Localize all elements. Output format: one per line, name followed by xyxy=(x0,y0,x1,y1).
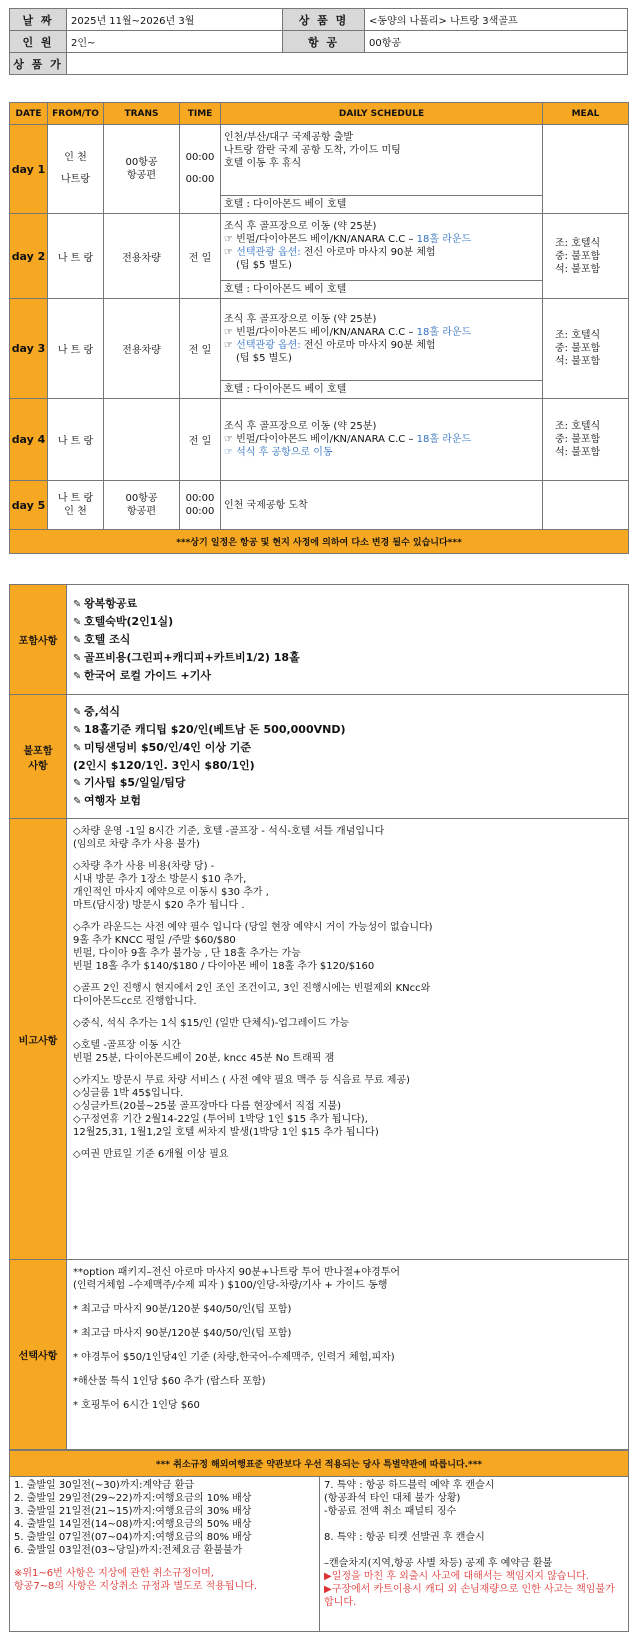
item-text: 기사팁 $5/일일/팀당 xyxy=(84,776,186,789)
option-text: 전신 아로마 마사지 90분 체험 xyxy=(303,247,436,258)
schedule-line: 조식 후 골프장으로 이동 (약 25분) xyxy=(224,421,377,432)
col-date: DATE xyxy=(10,103,48,125)
cancellation-title: *** 취소규정 해외여행표준 약관보다 우선 적용되는 당사 특별약관에 따릅니다.*** xyxy=(10,1451,629,1477)
list-item xyxy=(73,739,622,757)
price-label: 상 품 가 xyxy=(10,53,67,75)
meal-cell xyxy=(543,299,629,399)
golf-round: 18홀 라운드 xyxy=(416,327,472,338)
remarks-label: 비고사항 xyxy=(10,819,67,1260)
policy-note: ▶구장에서 카트이용시 캐디 외 손님재량으로 인한 사고는 책임불가 합니다. xyxy=(324,1584,615,1608)
option-line: *해산물 특식 1인당 $60 추가 (랍스타 포함) xyxy=(73,1376,266,1387)
remark-line: ◇싱글카트(20불~25불 골프장마다 다름 현장에서 직접 지불) xyxy=(73,1101,342,1112)
list-item xyxy=(73,703,622,721)
time-line: 00:00 xyxy=(185,493,215,504)
policy-line: 5. 출발일 07일전(07~04)까지:여행요금의 80% 배상 xyxy=(14,1532,252,1543)
option-prefix: ☞ xyxy=(224,340,237,351)
included-list xyxy=(67,585,629,695)
trans: 전용차량 xyxy=(104,214,180,299)
option-line: **option 패키지–전신 아로마 마사지 90분+나트랑 투어 반나절+야경투어 xyxy=(73,1267,401,1278)
list-item xyxy=(73,649,622,667)
schedule-text xyxy=(221,214,543,281)
schedule-text xyxy=(221,399,543,481)
policy-line: 7. 특약 : 항공 하드블럭 예약 후 캔슬시 xyxy=(324,1480,495,1491)
remark-line: 빈펄, 다이아 9홀 추가 불가능 , 단 18홀 추가는 가능 xyxy=(73,948,301,959)
policy-line: 1. 출발일 30일전(~30)까지:계약금 환급 xyxy=(14,1480,194,1491)
schedule-text: 인천 국제공항 도착 xyxy=(221,481,543,530)
option-label: 선택관광 옵션: xyxy=(236,340,304,351)
policy-line: 8. 특약 : 항공 티켓 선발권 후 캔슬시 xyxy=(324,1532,485,1543)
policy-line: 3. 출발일 21일전(21~15)까지:여행요금의 30% 배상 xyxy=(14,1506,252,1517)
date-value: 2025년 11월~2026년 3월 xyxy=(67,9,283,31)
option-line: * 호핑투어 6시간 1인당 $60 xyxy=(73,1400,200,1411)
to: 나트랑 xyxy=(61,174,90,185)
option-line xyxy=(224,246,539,259)
golf-prefix: ☞ 빈펄/다이아몬드 베이/KN/ANARA C.C – xyxy=(224,327,417,338)
remark-line: ◇카지노 방문시 무료 차량 서비스 ( 사전 예약 필요 맥주 등 식음료 무료 제공) xyxy=(73,1075,410,1086)
option-line xyxy=(224,339,539,352)
meal-lunch: 중: 불포함 xyxy=(555,250,601,262)
meal-dinner: 석: 불포함 xyxy=(555,356,601,367)
option-line: * 최고급 마사지 90분/120분 $40/50/인(팁 포함) xyxy=(73,1304,292,1315)
schedule-line: 나트랑 깜란 국제 공항 도착, 가이드 미팅 xyxy=(224,145,401,156)
remark-line: 다이아몬드cc로 진행합니다. xyxy=(73,996,197,1007)
cancellation-right xyxy=(320,1477,629,1632)
pin-icon: ✎ xyxy=(73,598,82,610)
col-from-to: FROM/TO xyxy=(48,103,104,125)
option-line: * 야경투어 $50/1인당4인 기준 (차량,한국어-수제맥주, 인력거 체험,피자) xyxy=(73,1352,395,1363)
meal-breakfast: 조: 호텔식 xyxy=(555,330,601,341)
time xyxy=(180,125,221,214)
meal-cell xyxy=(543,399,629,481)
people-value: 2인~ xyxy=(67,31,283,53)
option-label: 선택관광 옵션: xyxy=(236,247,304,258)
schedule-text xyxy=(221,299,543,381)
trans xyxy=(104,481,180,530)
from: 나 트 랑 xyxy=(57,493,94,504)
list-item xyxy=(73,792,622,810)
policy-line: 4. 출발일 14일전(14~08)까지:여행요금의 50% 배상 xyxy=(14,1519,252,1530)
trans xyxy=(104,399,180,481)
item-text: (2인시 $120/1인. 3인시 $80/1인) xyxy=(73,759,255,772)
golf-round: 18홀 라운드 xyxy=(416,234,472,245)
remark-line: 12월25,31, 1월1,2일 호텔 써차지 발생(1박당 1인 $15 추가 됩니다) xyxy=(73,1127,379,1138)
golf-round: 18홀 라운드 xyxy=(416,434,472,445)
time: 전 일 xyxy=(180,214,221,299)
meal-breakfast: 조: 호텔식 xyxy=(555,237,601,249)
remark-line: 9홀 추가 KNCC 평일 /주말 $60/$80 xyxy=(73,935,236,946)
from: 나 트 랑 xyxy=(48,214,104,299)
airline-label: 항 공 xyxy=(283,31,365,53)
remark-line: ◇차량 추가 사용 비용(차량 당) - xyxy=(73,861,215,872)
policy-line: –캔슬차지(지역,항공 사별 차등) 공제 후 예약금 환불 xyxy=(324,1558,553,1569)
remark-line: (임의로 차량 추가 사용 불가) xyxy=(73,839,200,850)
trans-line: 항공편 xyxy=(127,170,156,181)
col-trans: TRANS xyxy=(104,103,180,125)
hotel-text: 호텔 : 다이아몬드 베이 호텔 xyxy=(221,281,543,299)
from: 나 트 랑 xyxy=(48,299,104,399)
remark-line: ◇차량 운영 -1일 8시간 기준, 호텔 -골프장 - 석식-호텔 셔틀 개념입니다 xyxy=(73,826,385,837)
policy-note: ※위1~6번 사항은 지상에 관한 취소규정이며, xyxy=(14,1568,214,1579)
list-item xyxy=(73,631,622,649)
golf-prefix: ☞ 빈펄/다이아몬드 베이/KN/ANARA C.C – xyxy=(224,234,417,245)
trans: 전용차량 xyxy=(104,299,180,399)
policy-note: ▶일정을 마친 후 외출시 사고에 대해서는 책임지지 않습니다. xyxy=(324,1571,589,1582)
date-label: 날 짜 xyxy=(10,9,67,31)
trans-line: 00항공 xyxy=(125,493,158,504)
remark-line: ◇골프 2인 진행시 현지에서 2인 조인 조건이고, 3인 진행시에는 빈펄제외 KNcc와 xyxy=(73,983,431,994)
from: 나 트 랑 xyxy=(48,399,104,481)
day-label: day 4 xyxy=(10,399,48,481)
item-text: 골프비용(그린피+캐디피+카트비1/2) 18홀 xyxy=(84,650,300,664)
day-label: day 2 xyxy=(10,214,48,299)
time-line: 00:00 xyxy=(185,506,215,517)
pin-icon: ✎ xyxy=(73,634,82,646)
option-line: * 최고급 마사지 90분/120분 $40/50/인(팁 포함) xyxy=(73,1328,292,1339)
policy-line: 6. 출발일 03일전(03~당일)까지:전체요금 환불불가 xyxy=(14,1545,243,1556)
list-item xyxy=(73,721,622,739)
meal-cell xyxy=(543,481,629,530)
remark-line: ◇여권 만료일 기준 6개월 이상 필요 xyxy=(73,1149,229,1160)
pin-icon: ✎ xyxy=(73,652,82,664)
remark-line: ◇호텔 -골프장 이동 시간 xyxy=(73,1040,181,1051)
option-text: 전신 아로마 마사지 90분 체험 xyxy=(303,340,436,351)
schedule-line: 조식 후 골프장으로 이동 (약 25분) xyxy=(224,221,377,232)
pin-icon: ✎ xyxy=(73,725,82,736)
golf-line xyxy=(224,433,539,446)
col-meal: MEAL xyxy=(543,103,629,125)
remark-line: 개인적인 마사지 예약으로 이동시 $30 추가 , xyxy=(73,887,269,898)
meal-dinner: 석: 불포함 xyxy=(555,447,601,458)
remark-line: ◇싱글룸 1박 45$입니다. xyxy=(73,1088,184,1099)
remark-line: ◇구정연휴 기간 2월14-22일 (투어비 1박당 1인 $15 추가 됩니다), xyxy=(73,1114,368,1125)
item-text: 미팅샌딩비 $50/인/4인 이상 기준 xyxy=(84,741,252,754)
item-text: 한국어 로컬 가이드 +기사 xyxy=(84,668,211,682)
schedule-line: 호텔 이동 후 휴식 xyxy=(224,158,302,169)
item-text: 여행자 보험 xyxy=(84,794,141,807)
schedule-notice: ***상기 일정은 항공 및 현지 사정에 의하여 다소 변경 될수 있습니다*** xyxy=(10,530,629,554)
remark-line: 빈펄 25분, 다이아몬드베이 20분, kncc 45분 No 트래픽 잼 xyxy=(73,1053,335,1064)
options-label: 선택사항 xyxy=(10,1260,67,1450)
pin-icon: ✎ xyxy=(73,707,82,718)
airport-transfer-line: ☞ 석식 후 공항으로 이동 xyxy=(224,447,333,458)
trans xyxy=(104,125,180,214)
item-text: 왕복항공료 xyxy=(84,596,138,610)
from: 인 천 xyxy=(64,152,87,163)
cancellation-table xyxy=(9,1450,629,1632)
meal-cell xyxy=(543,214,629,299)
schedule-table xyxy=(9,102,629,554)
meal-lunch: 중: 불포함 xyxy=(555,343,601,354)
remark-line: 마트(담시장) 방문시 $20 추가 됩니다 . xyxy=(73,900,245,911)
col-daily-schedule: DAILY SCHEDULE xyxy=(221,103,543,125)
time: 전 일 xyxy=(180,299,221,399)
trans-line: 항공편 xyxy=(127,506,156,517)
hotel-text: 호텔 : 다이아몬드 베이 호텔 xyxy=(221,381,543,399)
remark-line: 빈펄 18홀 추가 $140/$180 / 다이아몬 베이 18홀 추가 $120/$160 xyxy=(73,961,375,972)
hotel-text: 호텔 : 다이아몬드 베이 호텔 xyxy=(221,196,543,214)
people-label: 인 원 xyxy=(10,31,67,53)
remark-line: ◇추가 라운드는 사전 예약 필수 입니다 (당일 현장 예약시 거이 가능성이 없습니다) xyxy=(73,922,433,933)
option-prefix: ☞ xyxy=(224,247,237,258)
golf-line xyxy=(224,233,539,246)
time-line: 00:00 xyxy=(185,152,215,163)
meal-lunch: 중: 불포함 xyxy=(555,434,601,445)
from-to xyxy=(48,125,104,214)
list-item xyxy=(73,595,622,613)
to: 인 천 xyxy=(64,506,87,517)
item-text: 18홀기준 캐디팁 $20/인(베트남 돈 500,000VND) xyxy=(84,723,346,736)
excluded-list xyxy=(67,695,629,819)
pin-icon: ✎ xyxy=(73,778,82,789)
remark-line: 시내 방문 추가 1장소 방문시 $10 추가, xyxy=(73,874,247,885)
option-line: (인력거체험 –수제맥주/수제 피자 ) $100/인당-차량/기사 + 가이드 동행 xyxy=(73,1280,388,1291)
time-line: 00:00 xyxy=(185,174,215,185)
excluded-label: 불포함 사항 xyxy=(10,695,67,819)
trans-line: 00항공 xyxy=(125,157,158,168)
pin-icon: ✎ xyxy=(73,670,82,682)
policy-line: -항공료 전액 취소 패널티 징수 xyxy=(324,1506,457,1517)
golf-line xyxy=(224,326,539,339)
item-text: 호텔숙박(2인1실) xyxy=(84,614,174,628)
item-text: 중,석식 xyxy=(84,705,121,718)
airline-value: 00항공 xyxy=(365,31,628,53)
from-to xyxy=(48,481,104,530)
golf-prefix: ☞ 빈펄/다이아몬드 베이/KN/ANARA C.C – xyxy=(224,434,417,445)
day-label: day 1 xyxy=(10,125,48,214)
remarks-body xyxy=(67,819,629,1260)
day-label: day 3 xyxy=(10,299,48,399)
list-item xyxy=(73,613,622,631)
item-text: 호텔 조식 xyxy=(84,632,131,646)
policy-note: 항공7~8의 사항은 지상취소 규정과 별도로 적용됩니다. xyxy=(14,1581,258,1592)
list-item xyxy=(73,667,622,685)
remark-line: ◇중식, 석식 추가는 1식 $15/인 (일반 단체식)-업그레이드 가능 xyxy=(73,1018,350,1029)
col-time: TIME xyxy=(180,103,221,125)
meal-cell xyxy=(543,125,629,214)
info-table xyxy=(9,584,629,1450)
pin-icon: ✎ xyxy=(73,616,82,628)
pin-icon: ✎ xyxy=(73,743,82,754)
time: 전 일 xyxy=(180,399,221,481)
cancellation-left xyxy=(10,1477,320,1632)
day-label: day 5 xyxy=(10,481,48,530)
schedule-line: 인천/부산/대구 국제공항 출발 xyxy=(224,132,354,143)
tip-line: (팁 $5 별도) xyxy=(236,353,292,364)
tip-line: (팁 $5 별도) xyxy=(236,260,292,271)
price-value xyxy=(67,53,628,75)
pin-icon: ✎ xyxy=(73,796,82,807)
product-value: <동양의 나폴리> 나트랑 3색골프 xyxy=(365,9,628,31)
meal-breakfast: 조: 호텔식 xyxy=(555,421,601,432)
list-item xyxy=(73,774,622,792)
policy-line: (항공좌석 타인 대체 불가 상황) xyxy=(324,1493,461,1504)
time xyxy=(180,481,221,530)
included-label: 포함사항 xyxy=(10,585,67,695)
schedule-text xyxy=(221,125,543,196)
meal-dinner: 석: 불포함 xyxy=(555,263,601,275)
schedule-line: 조식 후 골프장으로 이동 (약 25분) xyxy=(224,314,377,325)
list-item xyxy=(73,757,622,774)
header-table xyxy=(9,8,628,75)
options-body xyxy=(67,1260,629,1450)
product-label: 상 품 명 xyxy=(283,9,365,31)
policy-line: 2. 출발일 29일전(29~22)까지:여행요금의 10% 배상 xyxy=(14,1493,252,1504)
